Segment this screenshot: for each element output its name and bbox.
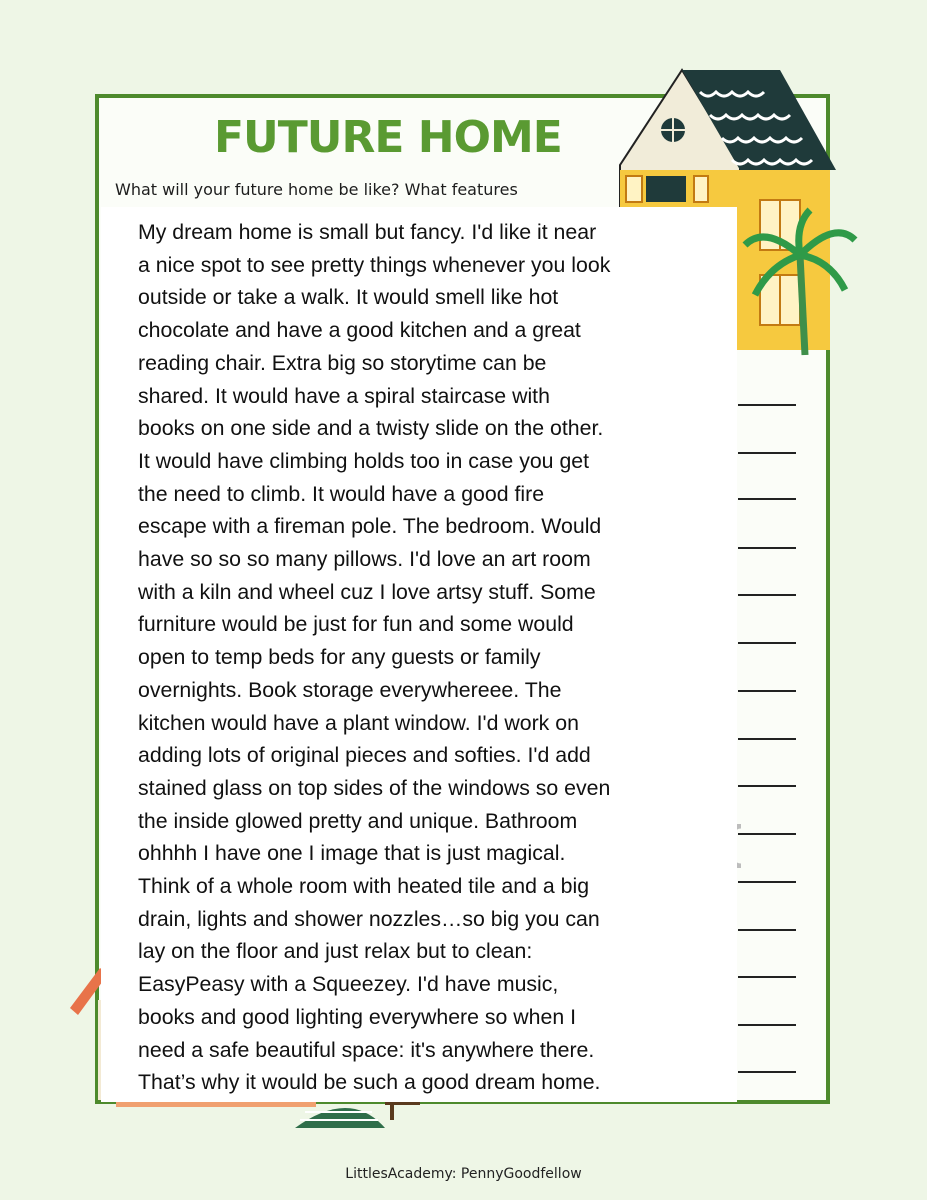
bush-icon [295,1108,385,1128]
answer-line [738,452,796,454]
answer-line [738,690,796,692]
answer-line [738,976,796,978]
essay-textbox[interactable] [101,207,737,1102]
worksheet-title: FUTURE HOME [214,112,562,163]
answer-line [738,833,796,835]
answer-line [738,594,796,596]
answer-lines [738,0,798,1200]
answer-line [738,738,796,740]
worksheet-prompt: What will your future home be like? What features [115,180,518,199]
answer-line [738,642,796,644]
answer-line [738,1071,796,1073]
answer-line [738,1024,796,1026]
answer-line [738,498,796,500]
answer-line [738,547,796,549]
answer-line [738,929,796,931]
answer-line [738,881,796,883]
answer-line [738,785,796,787]
essay-text: My dream home is small but fancy. I'd like it near a nice spot to see pretty things whenever you look outside or take a walk. It would smell like hot chocolate and have a good kitchen and a great reading chair. Extra big so storytime can be shared. It would have a spiral staircase with books on one side and a twisty slide on the other. It would have climbing holds too in case you get the need to climb. It would have a good fire escape with a fireman pole. The bedroom. Would have so so so many pillows. I'd love an art room with a kiln and wheel cuz I love artsy stuff. Some furniture would be just for fun and some would open to temp beds for any guests or family overnights. Book storage everywhereee. The kitchen would have a plant window. I'd work on adding lots of original pieces and softies. I'd add stained glass on top sides of the windows so even the inside glowed pretty and unique. Bathroom ohhhh I have one I image that is just magical. Think of a whole room with heated tile and a big drain, lights and shower nozzles…so big you can lay on the floor and just relax but to clean: EasyPeasy with a Squeezey. I'd have music, books and good lighting everywhere so when I need a safe beautiful space: it's anywhere there. That’s why it would be such a good dream home. [138,220,611,1095]
footer-credit: LittlesAcademy: PennyGoodfellow [345,1166,582,1182]
answer-line [738,404,796,406]
